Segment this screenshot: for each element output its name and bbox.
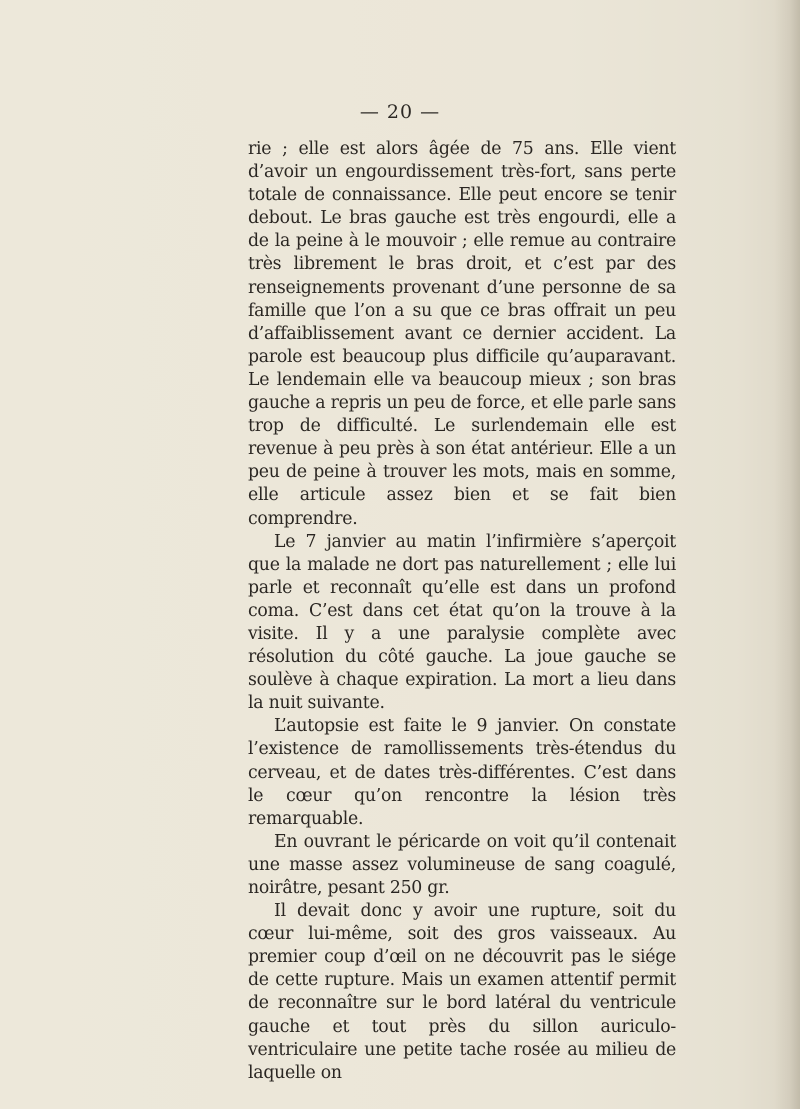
paragraph-2: Le 7 janvier au matin l’infirmière s’aperçoit que la malade ne dort pas naturellement ; elle lui parle et reconnaît qu’elle est dans un profond coma. C’est dans cet état qu’on la trouve à la visite. Il y a une paralysie complète avec résolution du côté gauche. La joue gauche se soulève à chaque expiration. La mort a lieu dans la nuit suivante.: [248, 531, 676, 714]
body-text: [248, 138, 676, 1085]
page-edge-shadow: [774, 0, 800, 1109]
page-number: — 20 —: [359, 101, 441, 123]
paragraph-3: L’autopsie est faite le 9 janvier. On constate l’existence de ramollissements très-étendus du cerveau, et de dates très-différentes. C’est dans le cœur qu’on rencontre la lésion très remarquable.: [248, 716, 676, 829]
paragraph-4: En ouvrant le péricarde on voit qu’il contenait une masse assez volumineuse de sang coagulé, noirâtre, pesant 250 gr.: [248, 831, 676, 898]
paragraph-5: Il devait donc y avoir une rupture, soit du cœur lui-même, soit des gros vaisseaux. Au premier coup d’œil on ne découvrit pas le siége de cette rupture. Mais un examen attentif permit de reconnaître sur le bord latéral du ventricule gauche et tout près du sillon auriculo-ventriculaire une petite tache rosée au milieu de laquelle on: [248, 901, 676, 1083]
paragraph-1: rie ; elle est alors âgée de 75 ans. Elle vient d’avoir un engourdissement très-fort, sans perte totale de connaissance. Elle peut encore se tenir debout. Le bras gauche est très engourdi, elle a de la peine à le mouvoir ; elle remue au contraire très librement le bras droit, et c’est par des renseignements provenant d’une personne de sa famille que l’on a su que ce bras offrait un peu d’affaiblissement avant ce dernier accident. La parole est beaucoup plus difficile qu’auparavant. Le lendemain elle va beaucoup mieux ; son bras gauche a repris un peu de force, et elle parle sans trop de difficulté. Le surlendemain elle est revenue à peu près à son état antérieur. Elle a un peu de peine à trouver les mots, mais en somme, elle articule assez bien et se fait bien comprendre.: [248, 139, 676, 529]
